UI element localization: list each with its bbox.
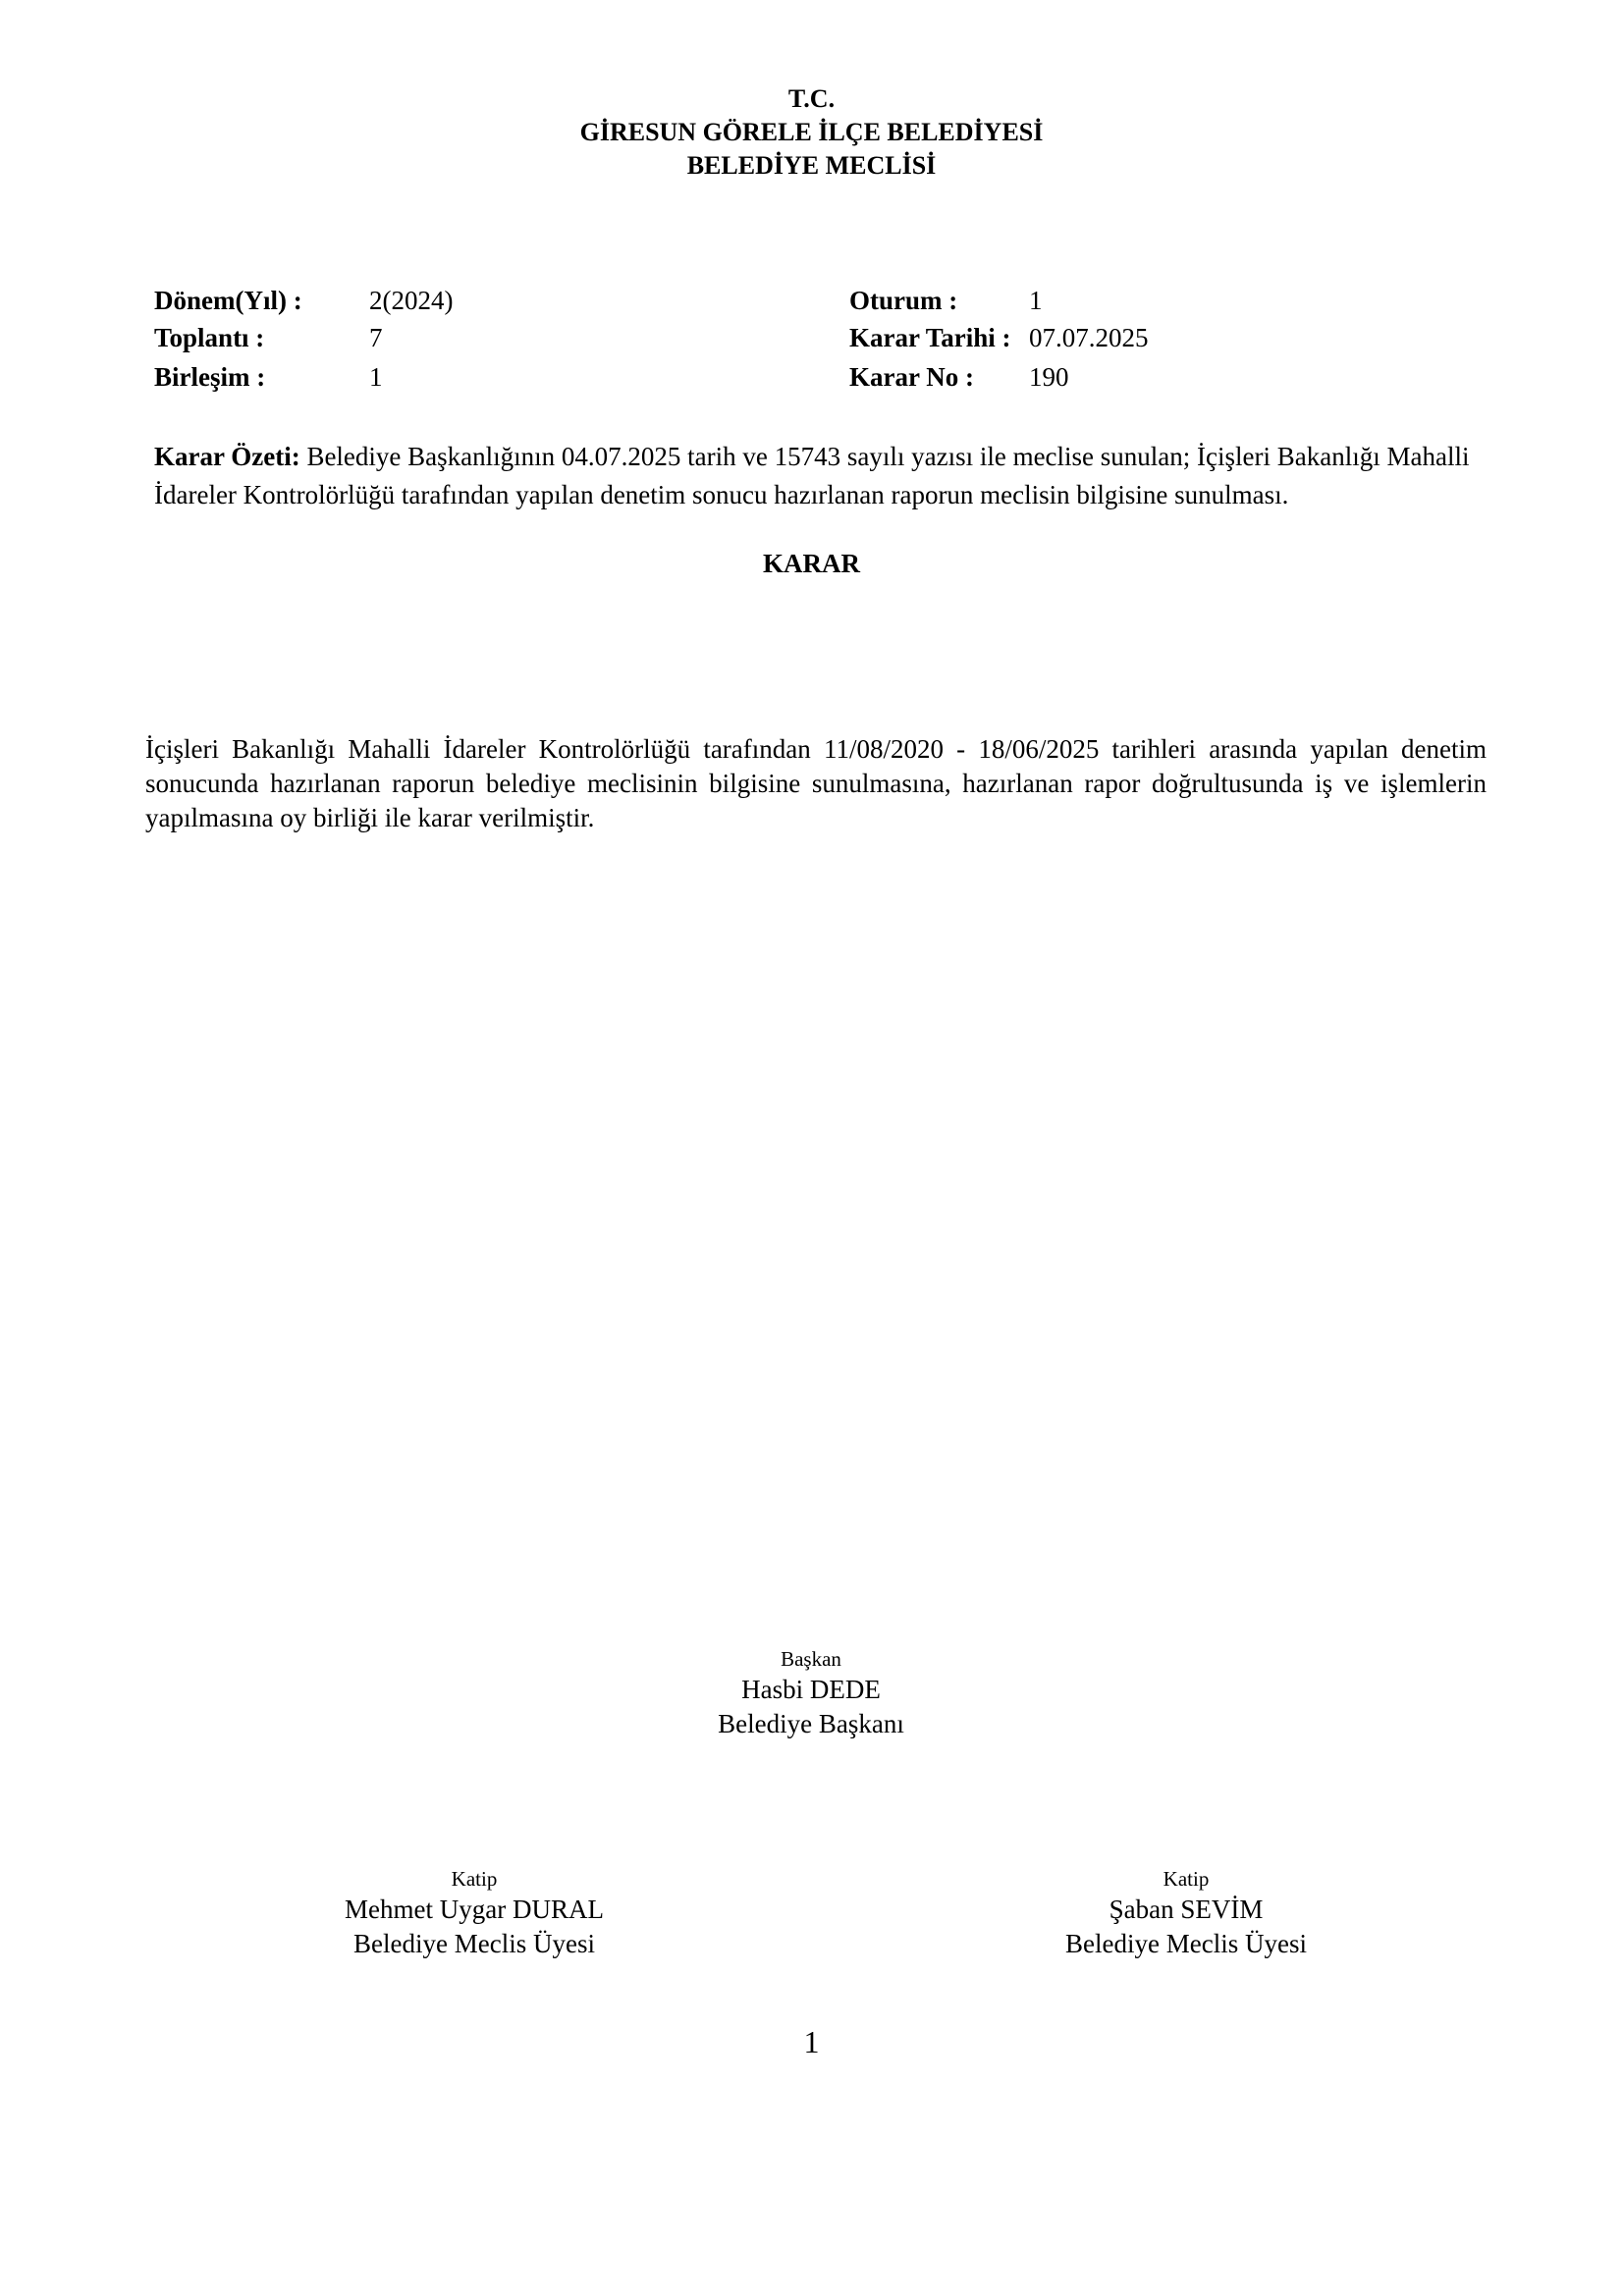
header-council: BELEDİYE MECLİSİ [686,151,937,180]
document-header [0,82,1623,183]
header-tc: T.C. [787,84,836,113]
signature-clerk-right [990,1865,1382,1961]
donem-label: Dönem(Yıl) : [154,286,302,315]
clerk-right-name: Şaban SEVİM [1109,1895,1264,1924]
oturum-value: 1 [1029,286,1043,315]
signature-president [615,1645,1007,1741]
donem-value: 2(2024) [369,286,454,315]
president-title: Belediye Başkanı [718,1709,904,1738]
summary-label: Karar Özeti: [154,442,300,471]
summary-text: Belediye Başkanlığının 04.07.2025 tarih ve 15743 sayılı yazısı ile meclise sunulan; İçişleri Bakanlığı Mahalli İdareler Kontrolörlüğü tarafından yapılan denetim sonucu hazırlanan raporun meclisin bilgisine sunulması. [154,442,1470,509]
decision-text: İçişleri Bakanlığı Mahalli İdareler Kontrolörlüğü tarafından 11/08/2020 - 18/06/2025 tarihleri arasında yapılan denetim sonucunda hazırlanan raporun belediye meclisinin bilgisine sunulmasına, hazırlanan rapor doğrultusunda iş ve işlemlerin yapılmasına oy birliği ile karar verilmiştir. [145,734,1487,832]
oturum-label: Oturum : [849,286,958,315]
president-role: Başkan [781,1647,841,1671]
toplanti-value: 7 [369,323,383,352]
toplanti-label: Toplantı : [154,323,265,352]
karar-tarihi-label: Karar Tarihi : [849,323,1011,352]
clerk-left-name: Mehmet Uygar DURAL [345,1895,604,1924]
karar-no-value: 190 [1029,362,1069,392]
page-number: 1 [803,2024,820,2059]
karar-title: KARAR [763,549,860,578]
karar-tarihi-value: 07.07.2025 [1029,323,1149,352]
president-name: Hasbi DEDE [741,1675,881,1704]
birlesim-value: 1 [369,362,383,392]
clerk-left-title: Belediye Meclis Üyesi [353,1929,595,1958]
clerk-left-role: Katip [451,1867,498,1891]
signature-clerk-left [278,1865,671,1961]
birlesim-label: Birleşim : [154,362,266,392]
karar-summary [154,438,1509,514]
clerk-right-role: Katip [1163,1867,1210,1891]
clerk-right-title: Belediye Meclis Üyesi [1065,1929,1307,1958]
karar-no-label: Karar No : [849,362,974,392]
header-municipality: GİRESUN GÖRELE İLÇE BELEDİYESİ [579,118,1044,146]
